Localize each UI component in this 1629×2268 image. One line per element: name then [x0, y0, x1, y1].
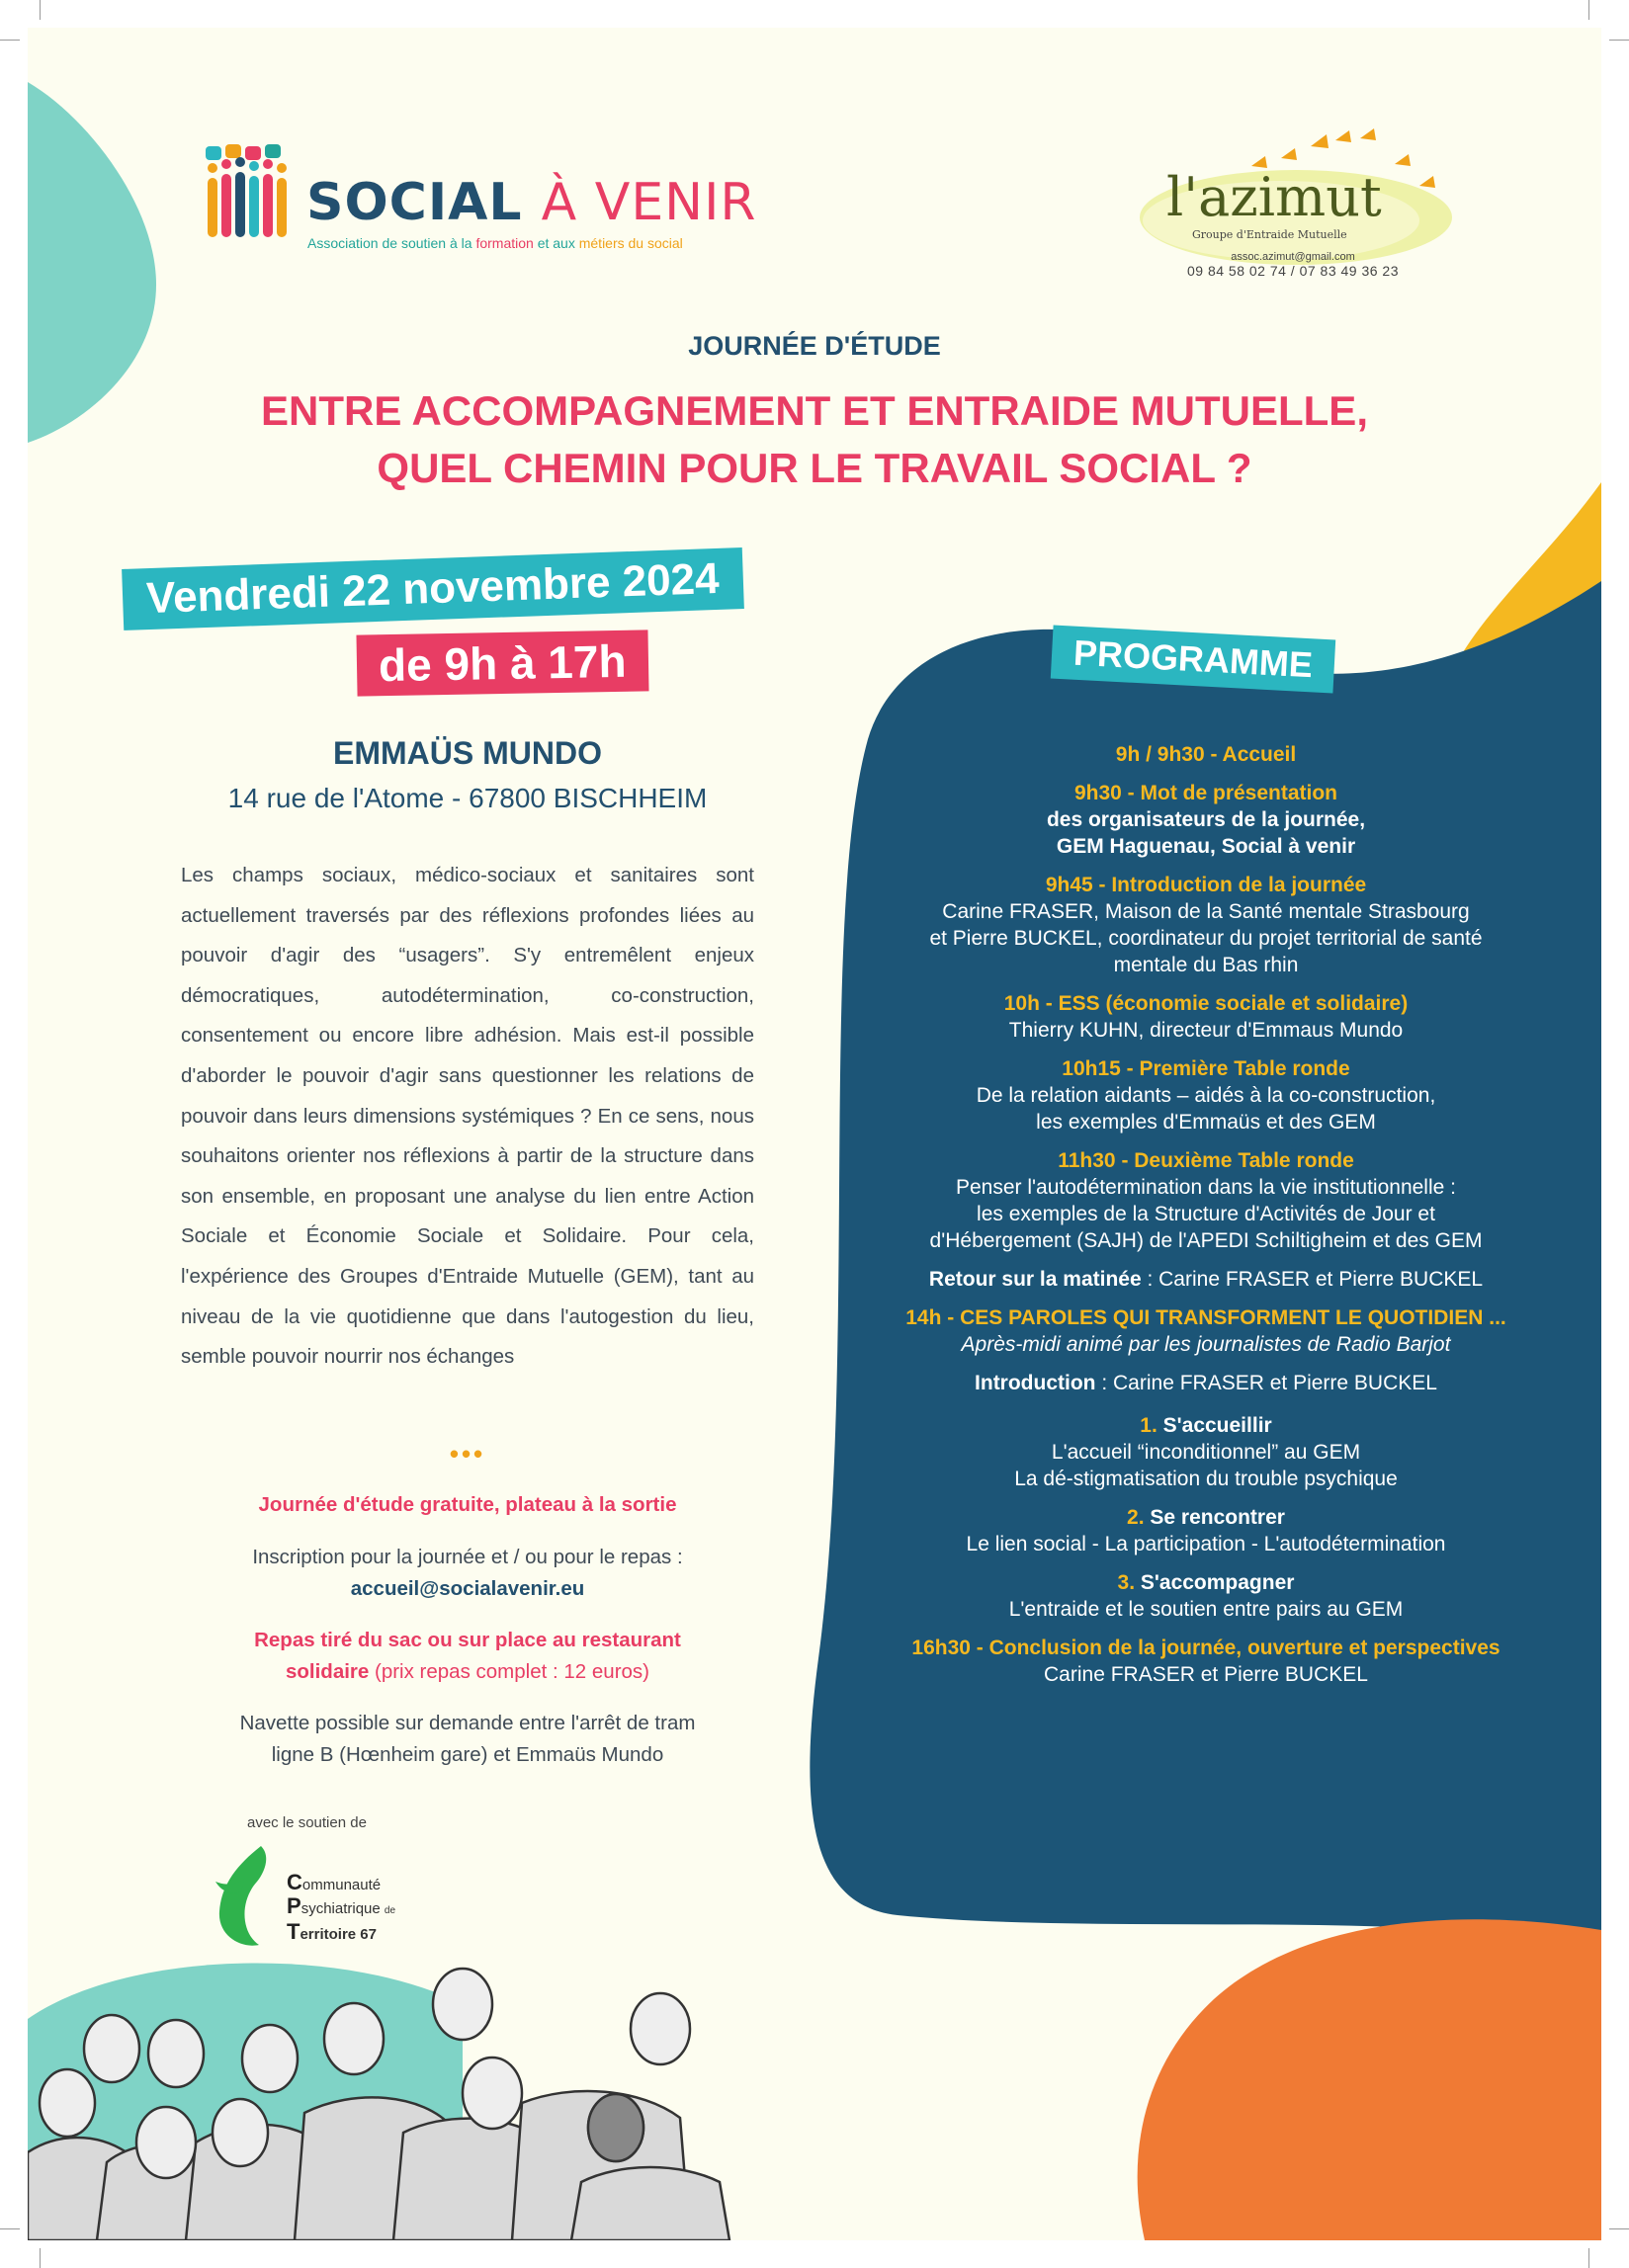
- crop-mark: [0, 2228, 20, 2229]
- programme-item: [860, 1055, 1552, 1135]
- programme-item: [860, 872, 1552, 978]
- event-time: de 9h à 17h: [356, 630, 648, 696]
- programme-retour: [860, 1266, 1552, 1293]
- navette-line2: ligne B (Hœnheim gare) et Emmaüs Mundo: [271, 1743, 664, 1766]
- inscription-text: Inscription pour la journée et / ou pour le repas :: [252, 1546, 683, 1568]
- programme-item-title: 9h45 - Introduction de la journée: [1045, 874, 1367, 896]
- event-date: Vendredi 22 novembre 2024: [122, 547, 743, 630]
- section-line: La dé-stigmatisation du trouble psychique: [1014, 1468, 1398, 1490]
- programme-item-line: les exemples d'Emmaüs et des GEM: [1036, 1111, 1376, 1134]
- logo-name-part2: À VENIR: [541, 173, 757, 232]
- navette-block: [151, 1708, 784, 1771]
- tagline-part: formation: [475, 235, 534, 251]
- section-line: L'accueil “inconditionnel” au GEM: [1051, 1441, 1361, 1464]
- programme-item-line: Penser l'autodétermination dans la vie institutionnelle :: [956, 1176, 1456, 1199]
- crop-mark: [1609, 40, 1629, 41]
- programme-item-title: 10h - ESS (économie sociale et solidaire): [1003, 992, 1409, 1015]
- programme-item-line: Thierry KUHN, directeur d'Emmaus Mundo: [1008, 1019, 1404, 1042]
- programme-closing: [860, 1635, 1552, 1688]
- crop-mark: [1588, 2248, 1589, 2268]
- separator-dots: •••: [449, 1439, 486, 1469]
- sponsor-label: avec le soutien de: [247, 1814, 367, 1831]
- cpt-word2-suffix: de: [384, 1905, 396, 1916]
- programme-item-line: d'Hébergement (SAJH) de l'APEDI Schiltigheim et des GEM: [929, 1229, 1483, 1252]
- crop-mark: [40, 0, 41, 20]
- inscription-email[interactable]: accueil@socialavenir.eu: [350, 1577, 585, 1600]
- event-kicker: JOURNÉE D'ÉTUDE: [688, 331, 941, 361]
- crop-mark: [0, 40, 20, 41]
- afternoon-title: 14h - CES PAROLES QUI TRANSFORMENT LE QUOTIDIEN ...: [905, 1306, 1506, 1329]
- intro-names: : Carine FRASER et Pierre BUCKEL: [1095, 1372, 1437, 1394]
- cpt-word2: sychiatrique: [300, 1900, 381, 1917]
- section-number: 1.: [1140, 1414, 1157, 1437]
- section-number: 3.: [1117, 1571, 1136, 1594]
- venue-name: EMMAÜS MUNDO: [333, 735, 602, 771]
- flyer-page: [28, 28, 1601, 2240]
- tagline-part: métiers du social: [578, 235, 683, 251]
- tagline-part: et aux: [533, 235, 579, 251]
- section-title: Se rencontrer: [1150, 1506, 1285, 1529]
- afternoon-subtitle: Après-midi animé par les journalistes de Radio Barjot: [961, 1333, 1451, 1356]
- cpt-logo-graphic: [212, 1842, 291, 1951]
- venue-address: 14 rue de l'Atome - 67800 BISCHHEIM: [227, 783, 708, 813]
- programme-item: [860, 990, 1552, 1044]
- social-a-venir-tagline: [307, 235, 683, 251]
- programme-heading: PROGRAMME: [1051, 626, 1335, 694]
- cpt-letter-c: C: [287, 1870, 302, 1894]
- azimut-email: assoc.azimut@gmail.com: [1231, 251, 1355, 263]
- programme-section: [860, 1504, 1552, 1557]
- programme-item: [860, 1147, 1552, 1254]
- social-a-venir-logo-text: [306, 173, 757, 232]
- section-number: 2.: [1127, 1506, 1145, 1529]
- closing-title: 16h30 - Conclusion de la journée, ouverture et perspectives: [911, 1637, 1500, 1659]
- section-title: S'accompagner: [1140, 1571, 1295, 1594]
- cpt-word1: ommunauté: [301, 1877, 382, 1893]
- event-title-line1: ENTRE ACCOMPAGNEMENT ET ENTRAIDE MUTUELLE,: [261, 387, 1368, 434]
- event-title: [28, 382, 1601, 497]
- programme-afternoon: [860, 1304, 1552, 1358]
- inscription-block: [151, 1542, 784, 1605]
- logo-name-part1: SOCIAL: [306, 173, 523, 232]
- repas-solidaire: solidaire: [285, 1660, 370, 1683]
- closing-names: Carine FRASER et Pierre BUCKEL: [1044, 1663, 1368, 1686]
- azimut-logo-subtitle: Groupe d'Entraide Mutuelle: [1192, 228, 1347, 241]
- section-line: L'entraide et le soutien entre pairs au GEM: [1008, 1598, 1404, 1621]
- crop-mark: [1609, 2228, 1629, 2229]
- programme-item-title: 9h30 - Mot de présentation: [1073, 782, 1338, 804]
- programme-item-line: GEM Haguenau, Social à venir: [1056, 835, 1356, 858]
- cpt-logo-text: [287, 1872, 395, 1945]
- retour-names: : Carine FRASER et Pierre BUCKEL: [1141, 1268, 1484, 1291]
- programme-item-line: mentale du Bas rhin: [1113, 954, 1299, 976]
- event-description: Les champs sociaux, médico-sociaux et sanitaires sont actuellement traversés par des réflexions profondes liées au pouvoir d'agir des “usagers”. S'y entremêlent enjeux démocratiques, autodétermination, co-construction, consentement ou encore libre adhésion. Mais est-il possible d'aborder le pouvoir d'agir sans questionner les relations de pouvoir dans leurs dimensions systémiques ? En ce sens, nous souhaitons orienter nos réflexions à partir de la structure dans son ensemble, en proposant une analyse du lien entre Action Sociale et Économie Sociale et Solidaire. Pour cela, l'expérience des Groupes d'Entraide Mutuelle (GEM), tant au niveau de la vie quotidienne que dans l'autogestion du lieu, semble pouvoir nourrir nos échanges: [181, 864, 754, 1369]
- programme-item-title: 9h / 9h30 - Accueil: [1115, 743, 1297, 766]
- programme-item-line: De la relation aidants – aidés à la co-construction,: [976, 1084, 1436, 1107]
- cpt-word3: erritoire 67: [300, 1926, 377, 1943]
- programme-list: [860, 741, 1552, 1688]
- programme-section: [860, 1569, 1552, 1623]
- retour-label: Retour sur la matinée: [928, 1268, 1142, 1291]
- azimut-phones: 09 84 58 02 74 / 07 83 49 36 23: [1186, 263, 1399, 279]
- repas-price: (prix repas complet : 12 euros): [369, 1660, 649, 1683]
- programme-item: [860, 741, 1552, 768]
- crop-mark: [40, 2248, 41, 2268]
- free-notice: Journée d'étude gratuite, plateau à la sortie: [258, 1493, 677, 1516]
- programme-item-title: 11h30 - Deuxième Table ronde: [1058, 1149, 1354, 1172]
- orange-blob-bottom-right: [1138, 1919, 1601, 2240]
- programme-section: [860, 1412, 1552, 1492]
- intro-label: Introduction: [975, 1372, 1096, 1394]
- programme-item-line: Carine FRASER, Maison de la Santé mentale Strasbourg: [942, 900, 1470, 923]
- programme-item-line: des organisateurs de la journée,: [1046, 808, 1366, 831]
- tagline-part: Association de soutien à la: [307, 235, 476, 251]
- section-title: S'accueillir: [1162, 1414, 1272, 1437]
- people-illustration: [28, 1955, 739, 2240]
- cpt-letter-p: P: [287, 1893, 301, 1918]
- programme-item-line: et Pierre BUCKEL, coordinateur du projet territorial de santé: [929, 927, 1483, 950]
- programme-item-line: les exemples de la Structure d'Activités de Jour et: [977, 1203, 1435, 1225]
- crop-mark: [1588, 0, 1589, 20]
- repas-block: [151, 1625, 784, 1690]
- social-a-venir-people-icon: [204, 144, 293, 243]
- section-line: Le lien social - La participation - L'autodétermination: [966, 1533, 1446, 1555]
- programme-item: [860, 780, 1552, 860]
- repas-line1: Repas tiré du sac ou sur place au restaurant: [254, 1629, 681, 1651]
- cpt-letter-t: T: [287, 1919, 300, 1944]
- event-title-line2: QUEL CHEMIN POUR LE TRAVAIL SOCIAL ?: [377, 445, 1252, 491]
- azimut-logo-name: l'azimut: [1166, 166, 1382, 228]
- programme-item-title: 10h15 - Première Table ronde: [1062, 1057, 1350, 1080]
- navette-line1: Navette possible sur demande entre l'arrêt de tram: [239, 1712, 696, 1734]
- programme-introduction: [860, 1370, 1552, 1396]
